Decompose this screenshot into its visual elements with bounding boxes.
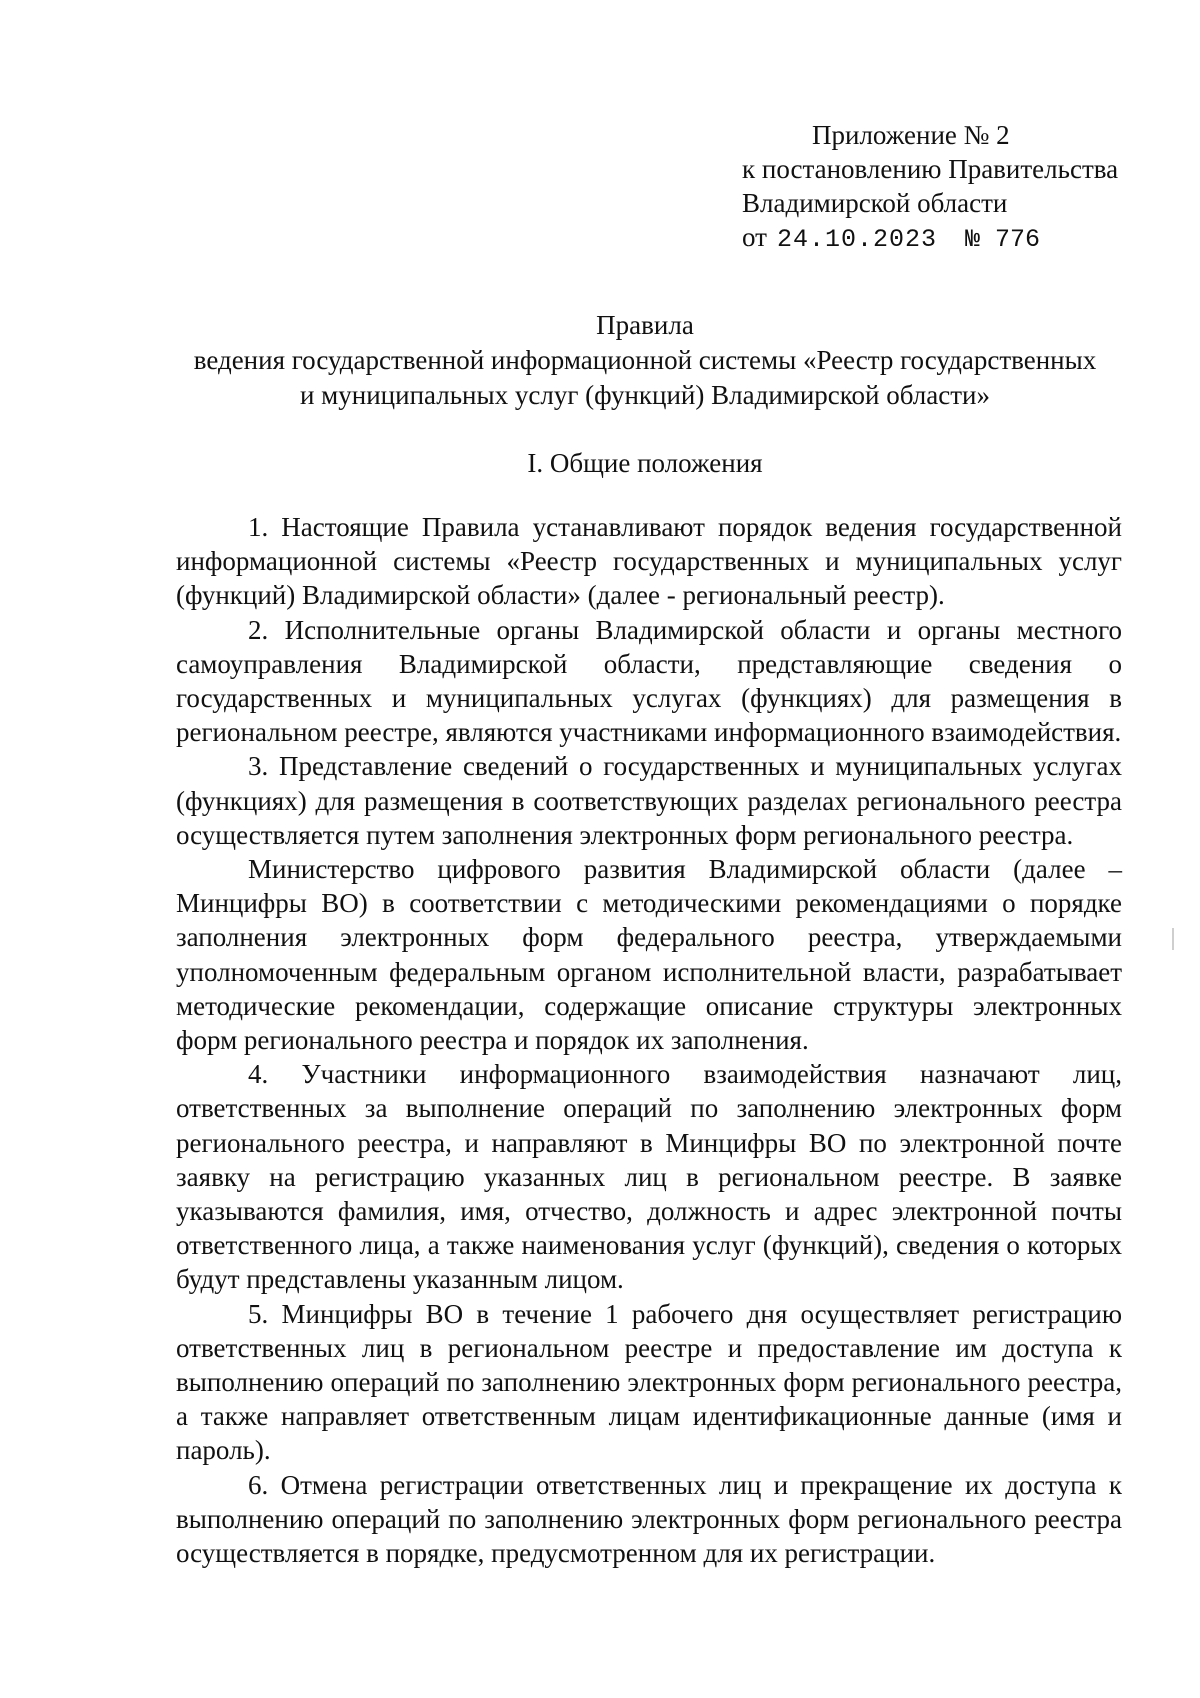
annex-date-line (742, 220, 1118, 257)
annex-number: № 776 (964, 225, 1040, 254)
title-line-2: ведения государственной информационной системы «Реестр государственных (193, 345, 1097, 375)
annex-title: Приложение № 2 (812, 120, 1010, 150)
title-line-3: и муниципальных услуг (функций) Владимирской области» (299, 380, 990, 410)
annex-date: 24.10.2023 (776, 225, 937, 254)
paragraph-2: 2. Исполнительные органы Владимирской области и органы местного самоуправления Владимирской области, представляющие сведения о государственных и муниципальных услугах (функциях) для размещения в региональном реестре, являются участниками информационного взаимодействия. (176, 614, 1122, 748)
section-heading: I. Общие положения (527, 448, 763, 478)
paragraph-5: 5. Минцифры ВО в течение 1 рабочего дня осуществляет регистрацию ответственных лиц в региональном реестре и предоставление им доступа к выполнению операций по заполнению электронных форм регионального реестра, а также направляет ответственным лицам идентификационные данные (имя и пароль). (176, 1298, 1122, 1466)
document-body (176, 510, 1122, 1570)
annex-header (742, 118, 1118, 257)
paragraph-3: 3. Представление сведений о государственных и муниципальных услугах (функциях) для размещения в соответствующих разделах регионального реестра осуществляется путем заполнения электронных форм регионального реестра. (176, 751, 1122, 850)
paragraph-6: 6. Отмена регистрации ответственных лиц и прекращение их доступа к выполнению операций по заполнению электронных форм регионального реестра осуществляется в порядке, предусмотренном для их регистрации. (176, 1469, 1122, 1569)
annex-date-prefix: от (742, 222, 767, 252)
scan-artifact (1172, 928, 1174, 950)
annex-region: Владимирской области (742, 188, 1008, 218)
paragraph-3-continued: Министерство цифрового развития Владимирской области (далее – Минцифры ВО) в соответствии с методическими рекомендациями о порядке заполнения электронных форм федерального реестра, утверждаемыми уполномоченным федеральным органом исполнительной власти, разрабатывает методические рекомендации, содержащие описание структуры электронных форм регионального реестра и порядок их заполнения. (176, 854, 1122, 1056)
paragraph-1: 1. Настоящие Правила устанавливают порядок ведения государственной информационной системы «Реестр государственных и муниципальных услуг (функций) Владимирской области» (далее - региональный реестр). (176, 512, 1122, 611)
document-title (170, 308, 1120, 413)
title-line-1: Правила (596, 310, 694, 340)
annex-reference: к постановлению Правительства (742, 154, 1119, 184)
paragraph-4: 4. Участники информационного взаимодействия назначают лиц, ответственных за выполнение операций по заполнению электронных форм регионального реестра, и направляют в Минцифры ВО по электронной почте заявку на регистрацию указанных лиц в региональном реестре. В заявке указываются фамилия, имя, отчество, должность и адрес электронной почты ответственного лица, а также наименования услуг (функций), сведения о которых будут представлены указанным лицом. (176, 1059, 1122, 1295)
